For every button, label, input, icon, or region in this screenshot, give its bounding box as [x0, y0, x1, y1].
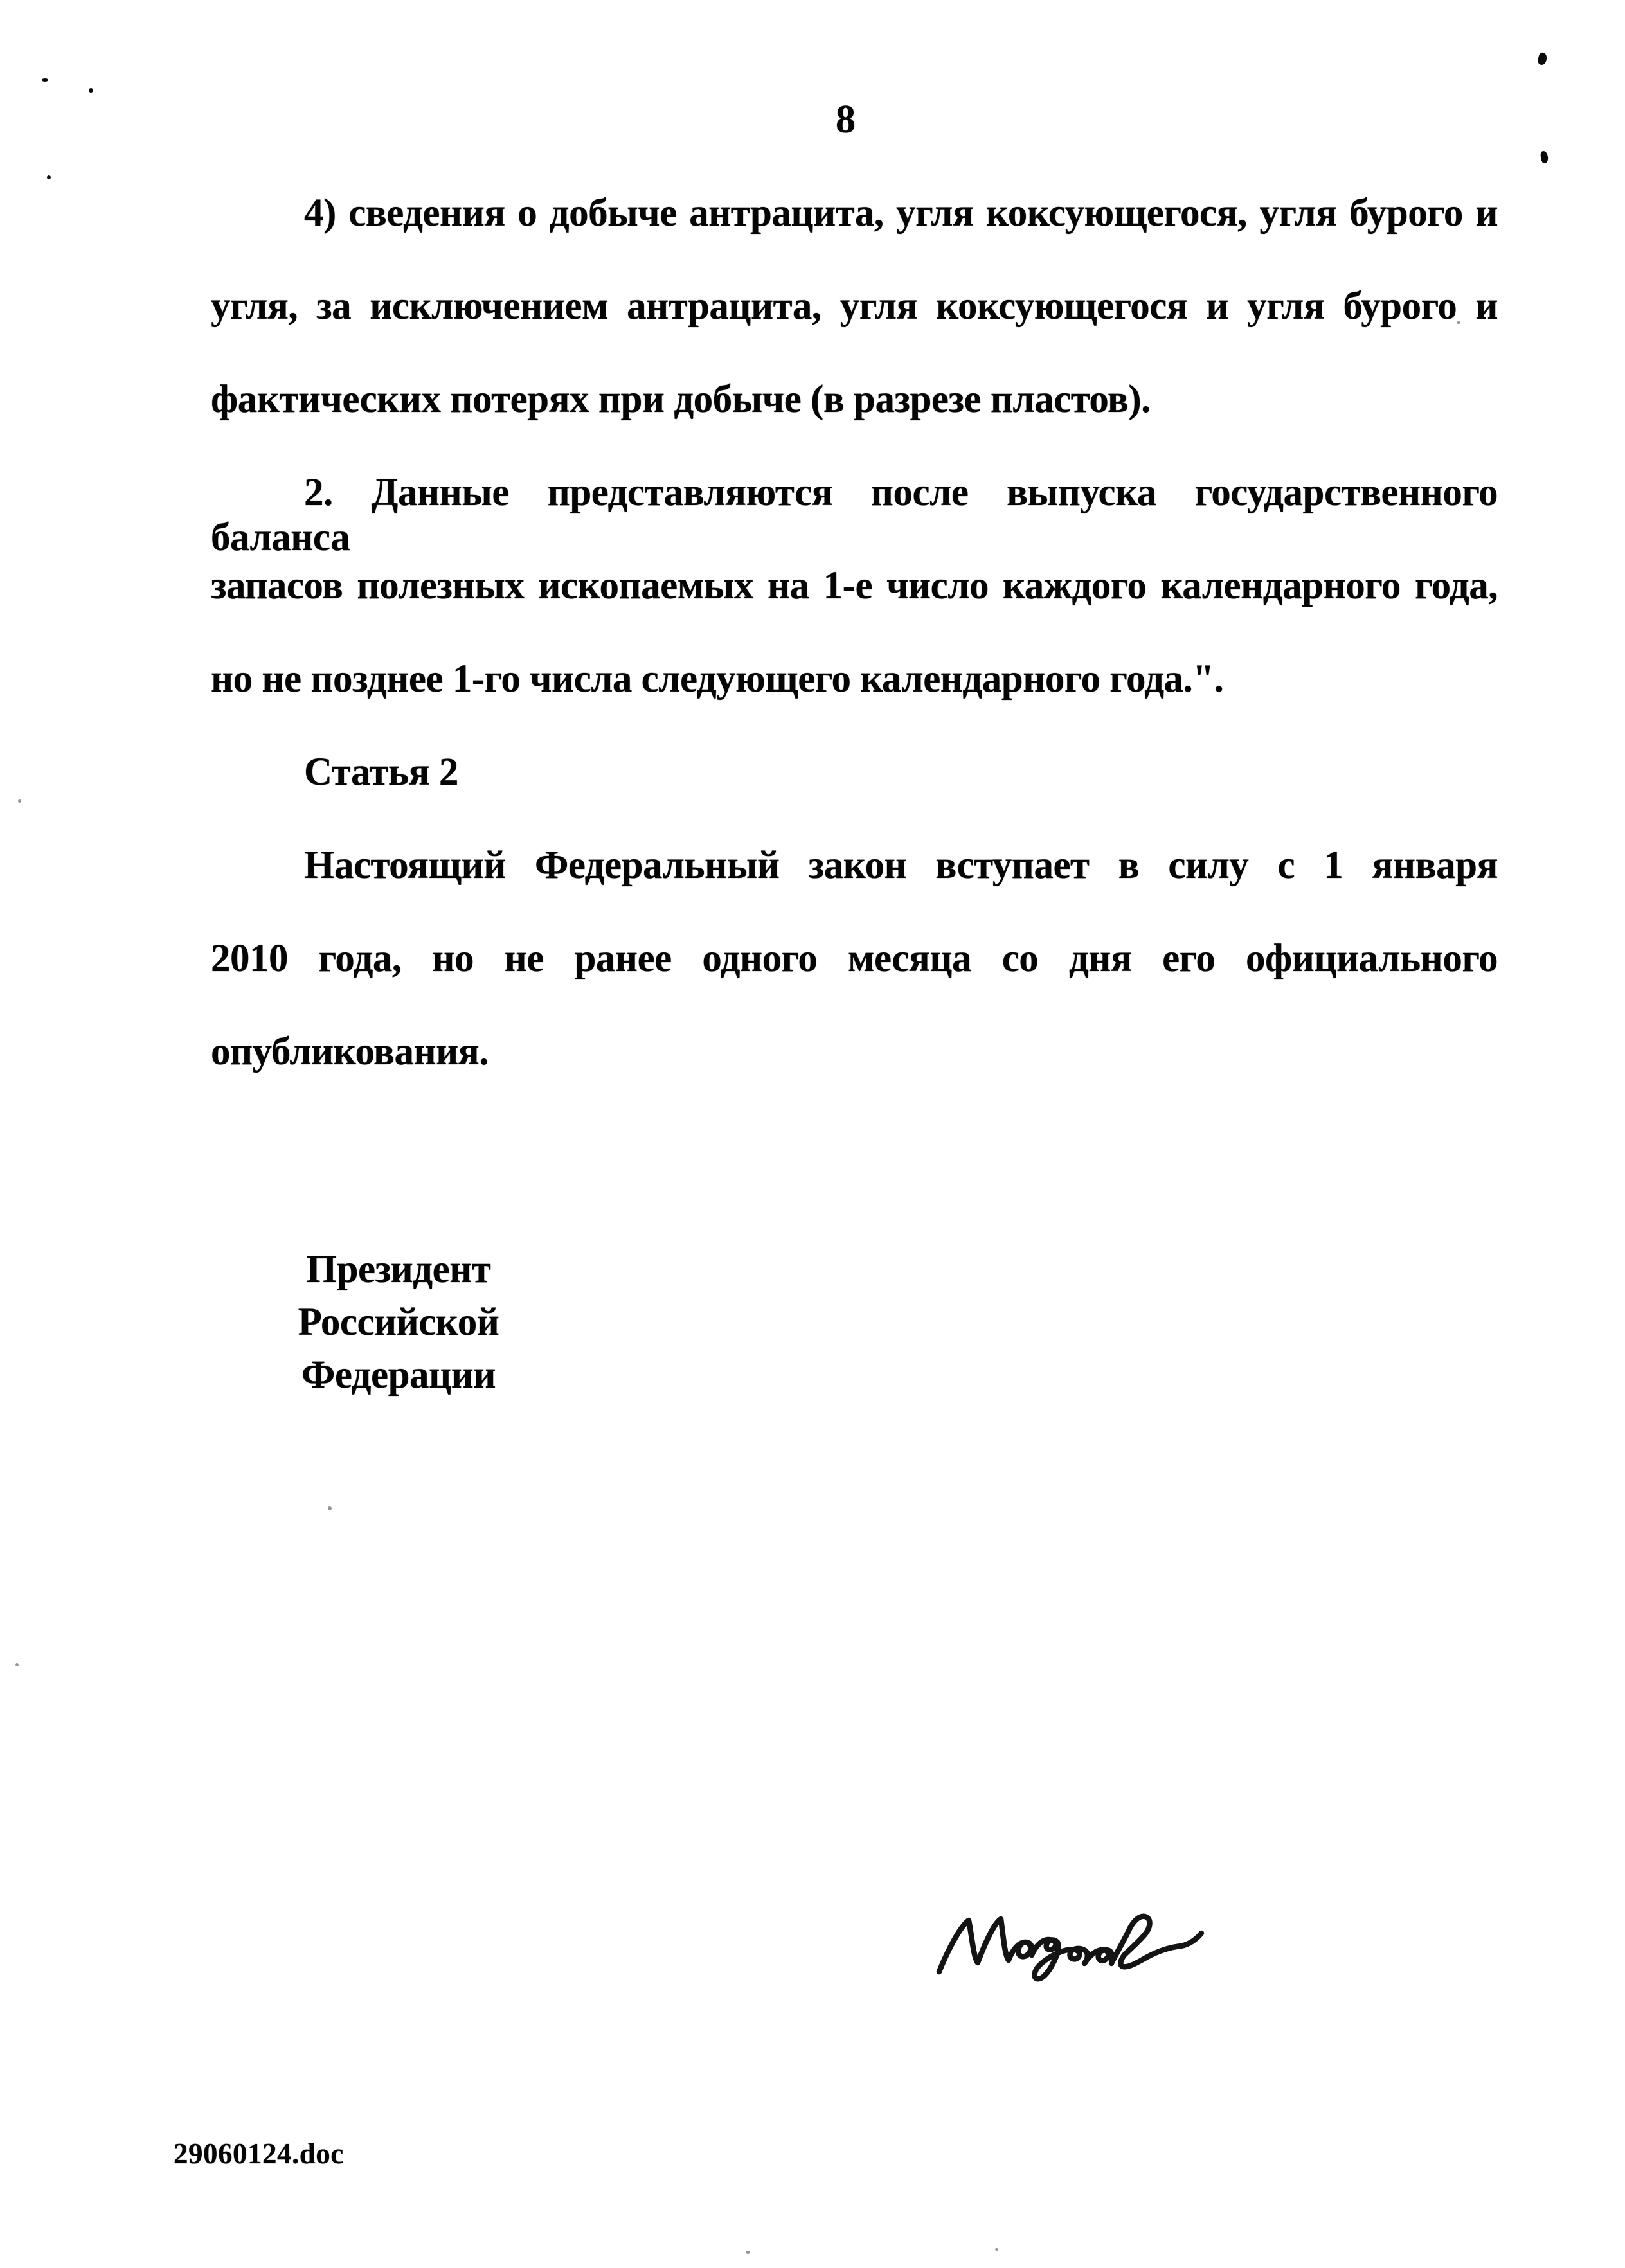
article-heading: Статья 2 [304, 751, 458, 794]
scan-speck [18, 799, 21, 803]
signer-title-line1: Президент [306, 1248, 491, 1291]
signer-title-line2: Российской Федерации [298, 1301, 499, 1397]
scan-speck [1537, 52, 1548, 66]
signer-title-block [201, 1244, 597, 1402]
paragraph2-line3: но не позднее 1-го числа следующего календарного года.". [211, 657, 1224, 701]
paragraph3-line1: Настоящий Федеральный закон вступает в силу с 1 января [304, 844, 1498, 887]
signature-scribble [935, 1901, 1205, 1985]
paragraph3-line2: 2010 года, но не ранее одного месяца со дня его официального [211, 937, 1498, 980]
scan-speck [1540, 150, 1549, 163]
footer-filename: 29060124.doc [174, 2138, 344, 2170]
scan-speck [15, 1663, 19, 1666]
paragraph1-line1: 4) сведения о добыче антрацита, угля коксующегося, угля бурого и [304, 192, 1498, 235]
scan-speck [89, 88, 93, 93]
scan-speck [746, 2251, 750, 2254]
paragraph1-line3: фактических потерях при добыче (в разрезе пластов). [211, 378, 1151, 421]
paragraph1-line2: угля, за исключением антрацита, угля коксующегося и угля бурого и [211, 285, 1498, 328]
scan-speck [328, 1506, 332, 1510]
scan-speck [47, 175, 51, 179]
page-number: 8 [836, 98, 856, 141]
paragraph2-line1: 2. Данные представляются после выпуска государственного баланса [211, 471, 1498, 559]
paragraph2-line2: запасов полезных ископаемых на 1-е число каждого календарного года, [211, 564, 1498, 607]
paragraph3-line3: опубликования. [211, 1030, 489, 1073]
scan-speck [42, 78, 48, 82]
scan-speck [1457, 321, 1460, 324]
scan-speck [995, 2248, 998, 2251]
